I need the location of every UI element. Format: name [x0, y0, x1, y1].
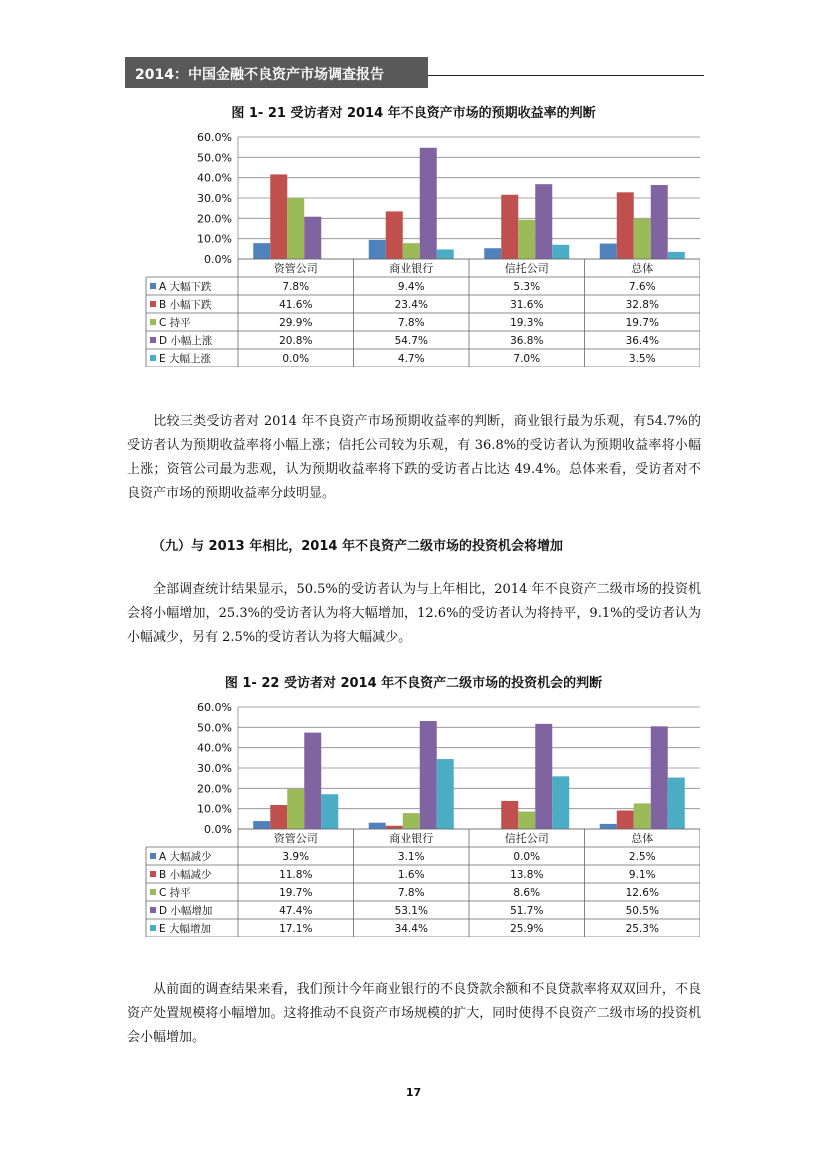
- data-label: 36.4%: [625, 335, 659, 347]
- data-label: 8.6%: [513, 887, 541, 899]
- legend-label: E 大幅上涨: [159, 353, 211, 365]
- legend-label: D 小幅增加: [159, 905, 213, 917]
- data-label: 50.5%: [625, 905, 659, 917]
- bar-1-1: [253, 821, 270, 829]
- legend-label: C 持平: [159, 887, 191, 899]
- legend-swatch: [150, 889, 156, 895]
- data-label: 3.5%: [628, 353, 656, 365]
- paragraph-1: 比较三类受访者对 2014 年不良资产市场预期收益率的判断，商业银行最为乐观，有54.7%的受访者认为预期收益率将小幅上涨；信托公司较为乐观，有 36.8%的受访者认为预期收益率将小幅上涨；资管公司最为悲观，认为预期收益率将下跌的受访者占比达 49.4%。总体来看，受访者对不良资产市场的预期收益率分歧明显。: [127, 414, 701, 501]
- bar-2-1: [270, 805, 287, 829]
- bar-5-2: [437, 759, 454, 829]
- bar-3-2: [403, 243, 420, 259]
- legend-swatch: [150, 301, 156, 307]
- data-label: 51.7%: [510, 905, 544, 917]
- data-label: 9.4%: [397, 281, 425, 293]
- legend-label: C 持平: [159, 317, 191, 329]
- data-label: 7.8%: [282, 281, 310, 293]
- bar-4-2: [420, 148, 437, 259]
- data-label: 12.6%: [625, 887, 659, 899]
- paragraph-3: 从前面的调查结果来看，我们预计今年商业银行的不良贷款余额和不良贷款率将双双回升，不良资产处置规模将小幅增加。这将推动不良资产市场规模的扩大，同时使得不良资产二级市场的投资机会小幅增加。: [127, 982, 701, 1045]
- bar-4-2: [420, 721, 437, 829]
- bar-5-4: [668, 778, 685, 829]
- legend-label: B 小幅减少: [159, 869, 212, 881]
- data-label: 7.8%: [397, 887, 425, 899]
- bar-4-1: [304, 733, 321, 829]
- legend-swatch: [150, 925, 156, 931]
- x-category-label: 商业银行: [389, 262, 434, 275]
- bar-1-2: [369, 823, 386, 829]
- figure-2-title: 图 1- 22 受访者对 2014 年不良资产二级市场的投资机会的判断: [224, 676, 603, 691]
- legend-label: A 大幅下跌: [159, 281, 212, 293]
- data-label: 34.4%: [394, 923, 428, 935]
- data-label: 1.6%: [397, 869, 425, 881]
- legend-label: E 大幅增加: [159, 923, 211, 935]
- paragraph-2: 全部调查统计结果显示，50.5%的受访者认为与上年相比，2014 年不良资产二级市场的投资机会将小幅增加，25.3%的受访者认为将大幅增加，12.6%的受访者认为将持平，9.1%的受访者认为小幅减少，另有 2.5%的受访者认为将大幅减少。: [127, 582, 701, 645]
- bar-1-1: [253, 243, 270, 259]
- x-category-label: 资管公司: [273, 832, 318, 845]
- y-tick-label: 50.0%: [197, 721, 232, 735]
- data-label: 0.0%: [282, 353, 310, 365]
- bar-3-3: [518, 812, 535, 829]
- bar-3-1: [287, 789, 304, 829]
- y-tick-label: 40.0%: [197, 171, 232, 185]
- x-category-label: 信托公司: [504, 262, 549, 275]
- bar-2-3: [501, 801, 518, 829]
- section-heading: （九）与 2013 年相比，2014 年不良资产二级市场的投资机会将增加: [152, 539, 563, 554]
- legend-swatch: [150, 871, 156, 877]
- y-tick-label: 0.0%: [204, 253, 232, 266]
- bar-3-2: [403, 813, 420, 829]
- bar-2-4: [617, 192, 634, 259]
- data-label: 3.9%: [282, 851, 310, 863]
- data-label: 0.0%: [513, 851, 541, 863]
- bar-2-3: [501, 195, 518, 259]
- bar-3-1: [287, 198, 304, 259]
- x-category-label: 信托公司: [504, 832, 549, 845]
- legend-label: B 小幅下跌: [159, 299, 212, 311]
- bar-5-3: [552, 245, 569, 259]
- data-label: 7.6%: [628, 281, 656, 293]
- bar-1-2: [369, 240, 386, 259]
- data-label: 25.3%: [625, 923, 659, 935]
- legend-swatch: [150, 283, 156, 289]
- x-category-label: 商业银行: [389, 832, 434, 845]
- bar-1-4: [600, 244, 617, 259]
- y-tick-label: 30.0%: [197, 192, 232, 205]
- x-category-label: 总体: [631, 832, 654, 845]
- data-label: 53.1%: [394, 905, 428, 917]
- x-category-label: 总体: [631, 262, 654, 275]
- data-label: 19.3%: [510, 317, 544, 329]
- y-tick-label: 10.0%: [197, 802, 232, 816]
- bar-2-1: [270, 174, 287, 259]
- bar-2-2: [386, 826, 403, 829]
- bar-4-4: [651, 185, 668, 259]
- bar-3-4: [634, 803, 651, 829]
- bar-4-3: [535, 184, 552, 259]
- y-tick-label: 10.0%: [197, 232, 232, 246]
- legend-label: A 大幅减少: [159, 851, 212, 863]
- bar-4-1: [304, 217, 321, 259]
- bar-1-4: [600, 824, 617, 829]
- legend-label: D 小幅上涨: [159, 335, 213, 347]
- y-tick-label: 40.0%: [197, 741, 232, 755]
- data-label: 47.4%: [279, 905, 313, 917]
- y-tick-label: 60.0%: [197, 131, 232, 144]
- data-label: 19.7%: [625, 317, 659, 329]
- bar-1-3: [484, 248, 501, 259]
- legend-swatch: [150, 319, 156, 325]
- bar-4-4: [651, 726, 668, 829]
- x-category-label: 资管公司: [273, 262, 318, 275]
- data-label: 31.6%: [510, 299, 544, 311]
- data-label: 29.9%: [279, 317, 313, 329]
- y-tick-label: 20.0%: [197, 782, 232, 796]
- bar-4-3: [535, 724, 552, 829]
- data-label: 7.8%: [397, 317, 425, 329]
- legend-swatch: [150, 907, 156, 913]
- bar-2-4: [617, 810, 634, 829]
- chart-investment-opportunity: [140, 697, 700, 937]
- bar-3-4: [634, 219, 651, 259]
- legend-swatch: [150, 337, 156, 343]
- data-label: 11.8%: [279, 869, 313, 881]
- data-label: 17.1%: [279, 923, 313, 935]
- figure-1-title: 图 1- 21 受访者对 2014 年不良资产市场的预期收益率的判断: [231, 106, 596, 121]
- data-label: 13.8%: [510, 869, 544, 881]
- data-label: 36.8%: [510, 335, 544, 347]
- bar-3-3: [518, 220, 535, 259]
- bar-5-1: [321, 794, 338, 829]
- bar-2-2: [386, 211, 403, 259]
- data-label: 23.4%: [394, 299, 428, 311]
- data-label: 9.1%: [628, 869, 656, 881]
- chart-expected-return: [140, 127, 700, 367]
- report-header-title: 2014：中国金融不良资产市场调查报告: [135, 67, 384, 83]
- data-label: 54.7%: [394, 335, 428, 347]
- data-label: 32.8%: [625, 299, 659, 311]
- data-label: 3.1%: [397, 851, 425, 863]
- data-label: 2.5%: [628, 851, 656, 863]
- legend-swatch: [150, 355, 156, 361]
- header-rule: [428, 75, 704, 76]
- data-label: 20.8%: [279, 335, 313, 347]
- data-label: 4.7%: [397, 353, 425, 365]
- bar-5-4: [668, 252, 685, 259]
- data-label: 41.6%: [279, 299, 313, 311]
- page-number: 17: [405, 1086, 422, 1099]
- data-label: 5.3%: [513, 281, 541, 293]
- y-tick-label: 20.0%: [197, 212, 232, 226]
- data-label: 19.7%: [279, 887, 313, 899]
- data-label: 7.0%: [513, 353, 541, 365]
- legend-swatch: [150, 853, 156, 859]
- y-tick-label: 30.0%: [197, 762, 232, 775]
- bar-5-3: [552, 776, 569, 829]
- y-tick-label: 60.0%: [197, 701, 232, 714]
- bar-5-2: [437, 249, 454, 259]
- data-label: 25.9%: [510, 923, 544, 935]
- y-tick-label: 50.0%: [197, 151, 232, 165]
- y-tick-label: 0.0%: [204, 823, 232, 836]
